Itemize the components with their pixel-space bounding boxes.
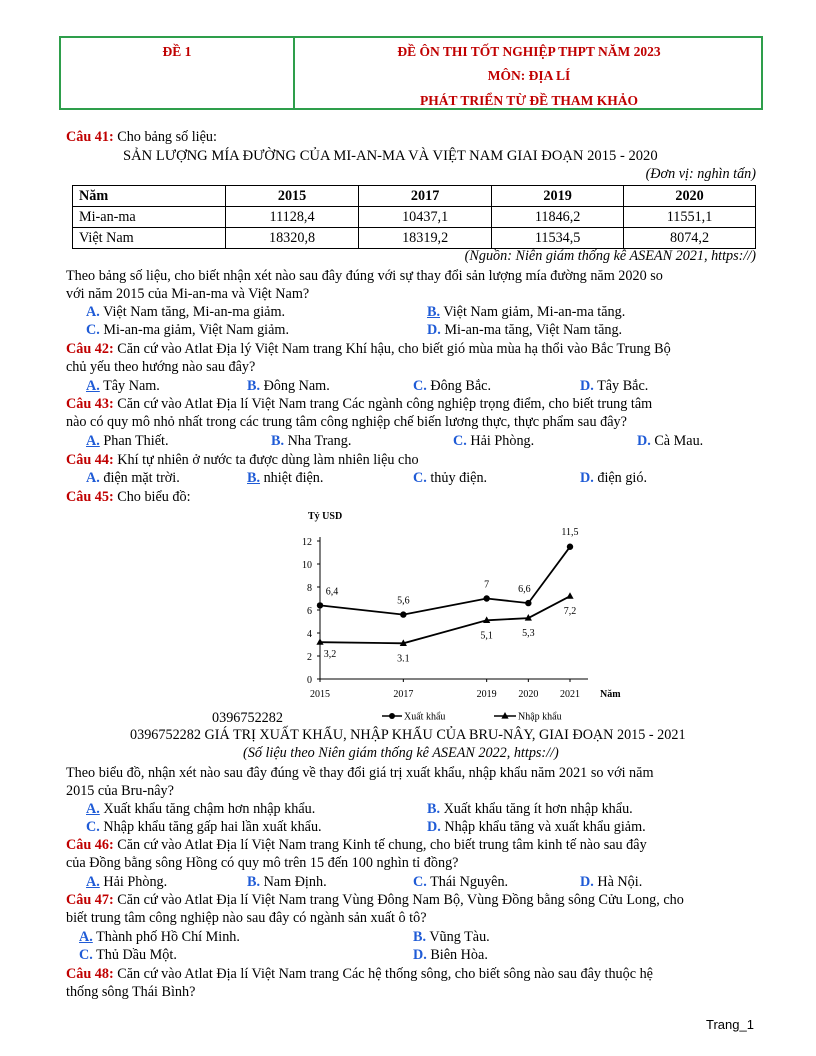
- x-tick-label: 2015: [310, 689, 330, 700]
- option-a[interactable]: [86, 801, 315, 818]
- legend-label: Nhập khẩu: [518, 711, 562, 723]
- data-point: [525, 600, 531, 606]
- option-a[interactable]: [86, 304, 285, 321]
- option-key: A.: [86, 378, 100, 394]
- option-a[interactable]: [86, 470, 180, 487]
- question-number: Câu 43:: [66, 396, 114, 412]
- option-key: C.: [413, 470, 427, 486]
- option-text: Vũng Tàu.: [429, 929, 490, 945]
- option-c[interactable]: [86, 322, 289, 339]
- option-text: thủy điện.: [430, 470, 488, 486]
- option-d[interactable]: [427, 819, 646, 836]
- option-key: B.: [413, 929, 427, 945]
- exam-header-box: [59, 36, 763, 110]
- option-text: Tây Nam.: [103, 378, 160, 394]
- option-text: Thành phố Hồ Chí Minh.: [96, 929, 240, 945]
- option-d[interactable]: [427, 322, 622, 339]
- question-text: Cho biểu đồ:: [117, 489, 191, 505]
- option-key: A.: [86, 874, 100, 890]
- table-header-cell: 2020: [624, 186, 756, 207]
- data-label: 7: [484, 579, 490, 591]
- option-text: Biên Hòa.: [430, 947, 488, 963]
- legend-marker: [389, 713, 395, 719]
- x-tick-label: 2019: [476, 689, 497, 700]
- option-text: Mi-an-ma tăng, Việt Nam tăng.: [444, 322, 623, 338]
- option-key: C.: [79, 947, 93, 963]
- option-b[interactable]: [427, 304, 625, 321]
- question-number: Câu 44:: [66, 452, 114, 468]
- option-key: D.: [637, 433, 651, 449]
- question-text: Căn cứ vào Atlat Địa lí Việt Nam trang Các hệ thống sông, cho biết sông nào sau đây thuộc hệ: [117, 966, 653, 982]
- option-key: D.: [580, 874, 594, 890]
- question-number: Câu 46:: [66, 837, 114, 853]
- x-tick-label: 2021: [560, 689, 580, 700]
- data-label: 3,2: [323, 649, 337, 661]
- table-cell: 18319,2: [359, 228, 492, 249]
- table-row: [73, 228, 756, 249]
- question-text-line: biết trung tâm công nghiệp nào sau đây có ngành sản xuất ô tô?: [66, 910, 427, 926]
- table-cell: 10437,1: [359, 207, 492, 228]
- question-48: [66, 966, 653, 983]
- exam-subject: MÔN: ĐỊA LÍ: [487, 68, 571, 83]
- data-table: [72, 185, 756, 249]
- table-source: (Nguồn: Niên giám thống kê ASEAN 2021, https://): [464, 248, 756, 264]
- question-44: [66, 452, 419, 469]
- option-key: B.: [247, 470, 261, 486]
- option-key: C.: [86, 322, 100, 338]
- option-text: Phan Thiết.: [103, 433, 169, 449]
- line-chart: [290, 505, 640, 727]
- option-key: C.: [413, 378, 427, 394]
- option-c[interactable]: [413, 874, 508, 891]
- x-axis-title: Năm: [600, 689, 621, 700]
- option-text: Đông Bắc.: [430, 378, 492, 394]
- option-key: B.: [247, 378, 261, 394]
- table-cell: Việt Nam: [73, 228, 226, 249]
- option-b[interactable]: [247, 470, 323, 487]
- table-cell: 11534,5: [492, 228, 624, 249]
- table-title: SẢN LƯỢNG MÍA ĐƯỜNG CỦA MI-AN-MA VÀ VIỆT NAM GIAI ĐOẠN 2015 - 2020: [123, 148, 658, 164]
- option-key: B.: [271, 433, 285, 449]
- option-text: Thủ Dầu Một.: [96, 947, 177, 963]
- table-cell: 18320,8: [226, 228, 359, 249]
- option-key: B.: [247, 874, 261, 890]
- table-cell: 11551,1: [624, 207, 756, 228]
- question-text: Căn cứ vào Atlat Địa lí Việt Nam trang Các ngành công nghiệp trọng điểm, cho biết trung tâm: [117, 396, 653, 412]
- y-axis-title: Tỷ USD: [308, 511, 343, 522]
- option-key: A.: [86, 470, 100, 486]
- legend-label: Xuất khẩu: [404, 711, 446, 723]
- option-text: Xuất khẩu tăng chậm hơn nhập khẩu.: [103, 801, 316, 817]
- option-key: C.: [453, 433, 467, 449]
- option-key: D.: [427, 819, 441, 835]
- question-text: Căn cứ vào Atlat Địa lí Việt Nam trang Vùng Đông Nam Bộ, Vùng Đồng bằng sông Cửu Long, cho: [117, 892, 684, 908]
- option-b[interactable]: [427, 801, 633, 818]
- y-tick-label: 2: [307, 652, 312, 663]
- table-cell: 8074,2: [624, 228, 756, 249]
- option-key: D.: [580, 470, 594, 486]
- table-cell: 11846,2: [492, 207, 624, 228]
- data-point: [317, 602, 323, 608]
- table-header-cell: 2019: [492, 186, 624, 207]
- data-point: [483, 595, 489, 601]
- table-row: [73, 207, 756, 228]
- option-c[interactable]: [86, 819, 322, 836]
- question-42: [66, 341, 671, 358]
- option-key: C.: [413, 874, 427, 890]
- phone-number: 0396752282: [212, 710, 283, 726]
- question-text-line: Theo bảng số liệu, cho biết nhận xét nào sau đây đúng với sự thay đổi sản lượng mía đường năm 2020 so: [66, 268, 663, 284]
- exam-subtitle: PHÁT TRIỂN TỪ ĐỀ THAM KHẢO: [420, 93, 638, 108]
- question-47: [66, 892, 684, 909]
- data-label: 5,3: [522, 628, 535, 640]
- exam-code: ĐỀ 1: [162, 44, 192, 59]
- option-key: D.: [580, 378, 594, 394]
- table-header-cell: Năm: [73, 186, 226, 207]
- exam-title: ĐỀ ÔN THI TỐT NGHIỆP THPT NĂM 2023: [397, 44, 661, 59]
- option-text: Hải Phòng.: [470, 433, 535, 449]
- option-text: Hà Nội.: [597, 874, 643, 890]
- table-unit: (Đơn vị: nghìn tấn): [645, 166, 756, 182]
- y-tick-label: 4: [307, 629, 312, 640]
- question-text: Khí tự nhiên ở nước ta được dùng làm nhiên liệu cho: [117, 452, 419, 468]
- option-text: Xuất khẩu tăng ít hơn nhập khẩu.: [443, 801, 633, 817]
- question-text-line: với năm 2015 của Mi-an-ma và Việt Nam?: [66, 286, 310, 302]
- question-text-line: thống sông Thái Bình?: [66, 984, 196, 1000]
- question-text: Căn cứ vào Atlat Địa lý Việt Nam trang Khí hậu, cho biết gió mùa mùa hạ thổi vào Bắc Trung Bộ: [117, 341, 671, 357]
- data-point: [567, 544, 573, 550]
- option-text: điện gió.: [597, 470, 647, 486]
- question-text-line: của Đồng bằng sông Hồng có quy mô trên 15 đến 100 nghìn tỉ đồng?: [66, 855, 459, 871]
- option-d[interactable]: [580, 378, 648, 395]
- question-41: [66, 129, 217, 146]
- question-number: Câu 42:: [66, 341, 114, 357]
- option-text: Nha Trang.: [287, 433, 352, 449]
- option-c[interactable]: [453, 433, 534, 450]
- chart-title: 0396752282 GIÁ TRỊ XUẤT KHẨU, NHẬP KHẨU CỦA BRU-NÂY, GIAI ĐOẠN 2015 - 2021: [130, 727, 686, 743]
- question-number: Câu 41:: [66, 129, 114, 145]
- data-label: 11,5: [561, 526, 579, 538]
- data-point: [566, 592, 573, 599]
- table-header-row: [73, 186, 756, 207]
- option-text: Tây Bắc.: [597, 378, 649, 394]
- y-tick-label: 0: [307, 675, 312, 686]
- series-line-xuat-khau: [320, 547, 570, 615]
- table-header-cell: 2017: [359, 186, 492, 207]
- question-number: Câu 45:: [66, 489, 114, 505]
- question-46: [66, 837, 647, 854]
- option-key: B.: [427, 801, 441, 817]
- option-key: D.: [427, 322, 441, 338]
- option-text: Hải Phòng.: [103, 874, 168, 890]
- option-d[interactable]: [580, 874, 642, 891]
- option-a[interactable]: [86, 433, 169, 450]
- data-label: 7,2: [563, 606, 577, 618]
- option-text: Nam Định.: [263, 874, 327, 890]
- option-key: B.: [427, 304, 441, 320]
- option-text: Mi-an-ma giảm, Việt Nam giảm.: [103, 322, 289, 338]
- option-text: Nhập khẩu tăng gấp hai lần xuất khẩu.: [103, 819, 322, 835]
- question-text: Cho bảng số liệu:: [117, 129, 217, 145]
- question-text-line: 2015 của Bru-nây?: [66, 783, 174, 799]
- question-number: Câu 48:: [66, 966, 114, 982]
- option-key: D.: [413, 947, 427, 963]
- option-text: điện mặt trời.: [103, 470, 180, 486]
- data-label: 6,6: [518, 584, 531, 596]
- option-text: Đông Nam.: [263, 378, 330, 394]
- option-key: A.: [86, 433, 100, 449]
- question-text-line: Theo biểu đồ, nhận xét nào sau đây đúng về thay đổi giá trị xuất khẩu, nhập khẩu năm 2021 so với năm: [66, 765, 654, 781]
- option-text: Việt Nam giảm, Mi-an-ma tăng.: [443, 304, 626, 320]
- option-text: Việt Nam tăng, Mi-an-ma giảm.: [103, 304, 286, 320]
- option-text: Thái Nguyên.: [430, 874, 509, 890]
- option-key: A.: [79, 929, 93, 945]
- option-b[interactable]: [247, 378, 330, 395]
- option-text: Cà Mau.: [654, 433, 704, 449]
- x-tick-label: 2017: [393, 689, 414, 700]
- option-a[interactable]: [86, 378, 160, 395]
- page-number: Trang_1: [706, 1017, 754, 1032]
- question-text-line: nào có quy mô nhỏ nhất trong các trung tâm công nghiệp chế biến lương thực, thực phẩm sau đây?: [66, 414, 627, 430]
- option-key: C.: [86, 819, 100, 835]
- option-b[interactable]: [413, 929, 490, 946]
- y-tick-label: 10: [302, 560, 312, 571]
- table-cell: 11128,4: [226, 207, 359, 228]
- question-text: Căn cứ vào Atlat Địa lí Việt Nam trang Kinh tế chung, cho biết trung tâm kinh tế nào sau đây: [117, 837, 647, 853]
- data-label: 6,4: [325, 586, 339, 598]
- option-c[interactable]: [413, 378, 491, 395]
- option-b[interactable]: [247, 874, 327, 891]
- option-a[interactable]: [86, 874, 167, 891]
- option-a[interactable]: [79, 929, 240, 946]
- y-tick-label: 6: [307, 606, 312, 617]
- chart-source: (Số liệu theo Niên giám thống kê ASEAN 2022, https://): [243, 745, 559, 761]
- data-label: 5,1: [480, 630, 493, 642]
- data-point: [400, 611, 406, 617]
- question-number: Câu 47:: [66, 892, 114, 908]
- option-b[interactable]: [271, 433, 351, 450]
- option-d[interactable]: [580, 470, 647, 487]
- option-text: Nhập khẩu tăng và xuất khẩu giảm.: [444, 819, 646, 835]
- data-label: 5,6: [397, 595, 410, 607]
- question-text-line: chủ yếu theo hướng nào sau đây?: [66, 359, 256, 375]
- option-d[interactable]: [413, 947, 488, 964]
- x-tick-label: 2020: [518, 689, 539, 700]
- data-label: 3.1: [397, 653, 410, 665]
- option-text: nhiệt điện.: [263, 470, 324, 486]
- option-c[interactable]: [413, 470, 487, 487]
- y-tick-label: 8: [307, 583, 312, 594]
- option-c[interactable]: [79, 947, 177, 964]
- question-45: [66, 489, 191, 506]
- table-header-cell: 2015: [226, 186, 359, 207]
- question-43: [66, 396, 652, 413]
- option-key: A.: [86, 801, 100, 817]
- option-key: A.: [86, 304, 100, 320]
- option-d[interactable]: [637, 433, 703, 450]
- y-tick-label: 12: [302, 537, 312, 548]
- table-cell: Mi-an-ma: [73, 207, 226, 228]
